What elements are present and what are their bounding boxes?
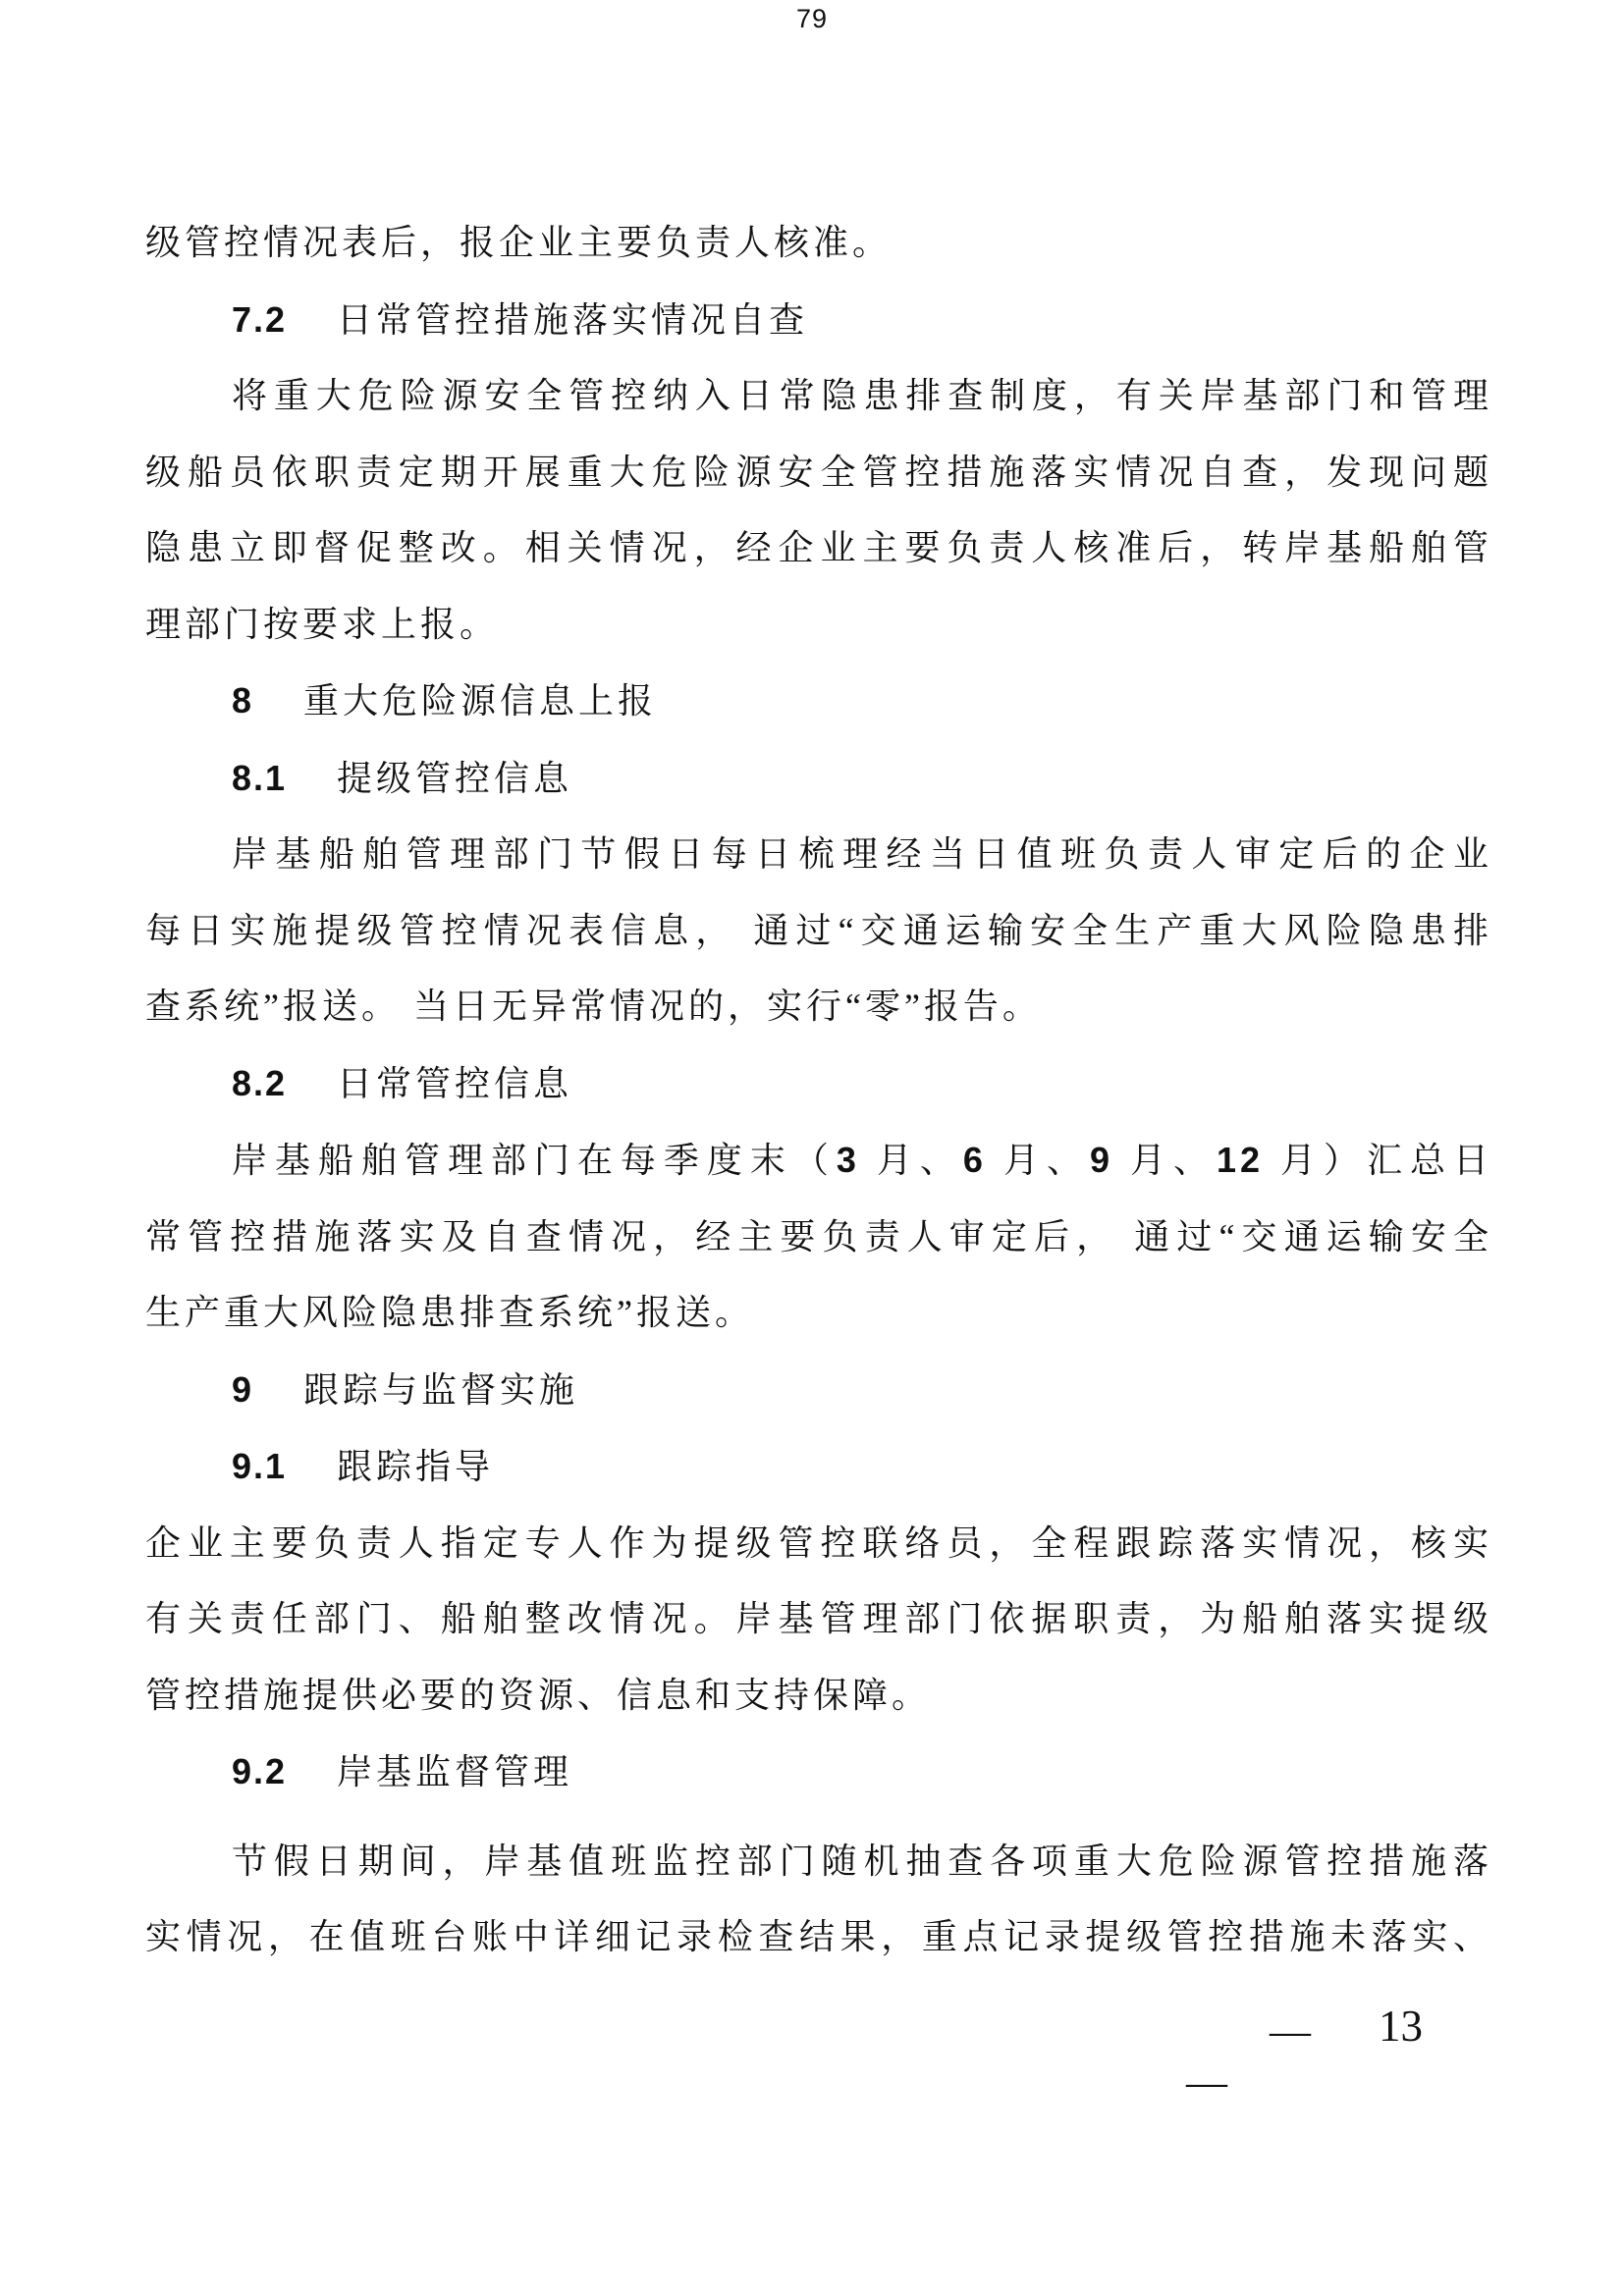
body-text-segment: 月、 [1112, 1141, 1217, 1180]
heading-number: 9.1 [232, 1446, 288, 1486]
body-line [145, 1122, 1492, 1200]
body-line: 理部门按要求上报。 [145, 604, 500, 644]
header-page-number: 79 [795, 4, 829, 33]
heading-number: 8.1 [232, 757, 288, 798]
body-line: 管控措施提供必要的资源、信息和支持保障。 [145, 1675, 932, 1715]
body-line: 级管控情况表后，报企业主要负责人核准。 [145, 223, 893, 262]
body-line: 查系统”报送。 当日无异常情况的，实行“零”报告。 [145, 987, 1042, 1026]
body-text-segment: 岸基船舶管理部门在每季度末（ [232, 1141, 837, 1180]
heading-title: 跟踪指导 [337, 1447, 495, 1486]
footer-page-number: 13 [1379, 2002, 1423, 2051]
body-line: 级船员依职责定期开展重大危险源安全管控措施落实情况自查，发现问题 [145, 452, 1492, 492]
body-line: 每日实施提级管控情况表信息， 通过“交通运输安全生产重大风险隐患排 [145, 910, 1492, 950]
heading-title: 提级管控信息 [337, 758, 573, 798]
section-heading-8-1 [145, 740, 1492, 818]
month-number: 12 [1216, 1140, 1264, 1180]
heading-number: 8.2 [232, 1062, 288, 1103]
heading-title: 岸基监督管理 [337, 1752, 573, 1791]
body-line: 有关责任部门、船舶整改情况。岸基管理部门依据职责，为船舶落实提级 [145, 1599, 1492, 1638]
body-line: 节假日期间，岸基值班监控部门随机抽查各项重大危险源管控措施落 [232, 1841, 1492, 1881]
body-line: 岸基船舶管理部门节假日每日梳理经当日值班负责人审定后的企业 [232, 834, 1492, 874]
heading-title: 日常管控措施落实情况自查 [337, 299, 809, 340]
body-line: 企业主要负责人指定专人作为提级管控联络员，全程跟踪落实情况，核实 [145, 1522, 1492, 1563]
month-number: 3 [836, 1140, 860, 1180]
body-text-segment: 月、 [986, 1141, 1090, 1180]
document-body [145, 205, 1492, 1976]
heading-number: 8 [232, 680, 254, 721]
heading-title: 跟踪与监督实施 [303, 1369, 579, 1410]
body-text-segment: 月）汇总日 [1264, 1141, 1492, 1180]
section-heading-9-2 [145, 1734, 1492, 1811]
heading-number: 9.2 [232, 1751, 288, 1791]
heading-number: 9 [232, 1368, 254, 1410]
month-number: 6 [962, 1140, 987, 1180]
section-heading-7-2 [145, 282, 1492, 359]
heading-title: 日常管控信息 [337, 1063, 573, 1103]
footer-dash: — [1186, 2060, 1227, 2106]
heading-number: 7.2 [232, 298, 288, 340]
section-heading-9 [145, 1352, 1492, 1429]
month-number: 9 [1089, 1140, 1113, 1180]
footer-dash: — [1270, 2009, 1311, 2055]
section-heading-8 [145, 663, 1492, 740]
body-line: 常管控措施落实及自查情况，经主要负责人审定后， 通过“交通运输安全 [145, 1216, 1492, 1256]
section-heading-8-2 [145, 1045, 1492, 1123]
section-heading-9-1 [145, 1428, 1492, 1506]
heading-title: 重大危险源信息上报 [303, 681, 658, 721]
body-line: 隐患立即督促整改。相关情况，经企业主要负责人核准后，转岸基船舶管 [145, 528, 1492, 567]
body-line: 生产重大风险隐患排查系统”报送。 [145, 1293, 754, 1332]
body-line: 将重大危险源安全管控纳入日常隐患排查制度，有关岸基部门和管理 [232, 376, 1492, 415]
body-line: 实情况，在值班台账中详细记录检查结果，重点记录提级管控措施未落实、 [145, 1917, 1492, 1956]
body-text-segment: 月、 [859, 1141, 963, 1180]
